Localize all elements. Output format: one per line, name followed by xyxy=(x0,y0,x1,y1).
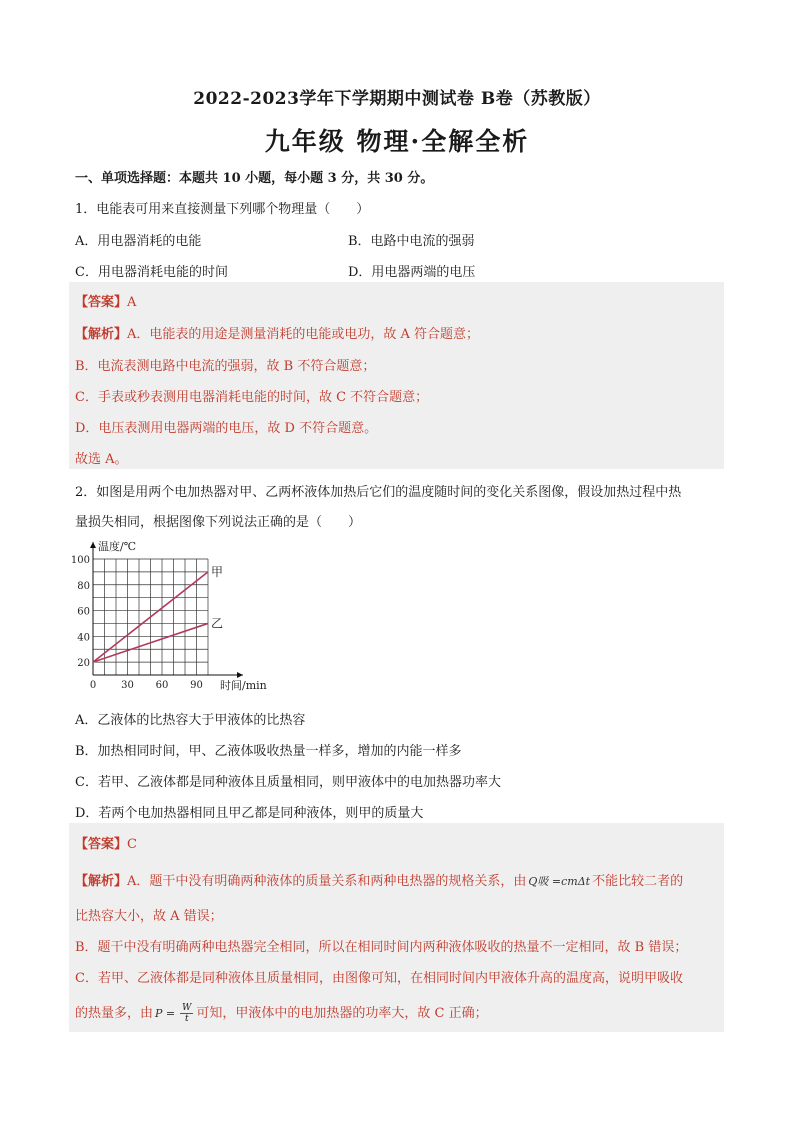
series-label: 甲 xyxy=(211,564,224,579)
chart-axes xyxy=(90,542,243,678)
q2-analysis-c-cont xyxy=(75,1002,488,1024)
q2-analysis-b: B．题干中没有明确两种电热器完全相同，所以在相同时间内两种液体吸收的热量不一定相同，故 B 错误； xyxy=(75,940,688,955)
x-axis-arrow xyxy=(237,672,243,678)
q1-stem: 1．电能表可用来直接测量下列哪个物理量（ ） xyxy=(75,202,370,217)
q2-answer-box xyxy=(69,823,724,1032)
analysis-text: 的热量多，由 xyxy=(75,1006,154,1021)
y-axis-arrow xyxy=(90,542,96,548)
y-tick-label: 80 xyxy=(77,580,90,592)
exam-subtitle: 九年级 物理·全解全析 xyxy=(264,127,530,156)
chart-x-label: 时间/min xyxy=(220,679,267,692)
analysis-text-end: 不能比较二者的 xyxy=(592,874,684,889)
section-heading: 一、单项选择题：本题共 10 小题，每小题 3 分，共 30 分。 xyxy=(75,171,434,186)
temperature-time-chart xyxy=(68,536,278,694)
power-fraction xyxy=(180,1003,193,1024)
q1-analysis-c: C．手表或秒表测用电器消耗电能的时间，故 C 不符合题意； xyxy=(75,390,429,405)
q2-stem-1: 2．如图是用两个电加热器对甲、乙两杯液体加热后它们的温度随时间的变化关系图像，假设加热过程中热 xyxy=(75,485,682,500)
q2-analysis-a xyxy=(75,870,683,889)
power-formula-lhs: P = xyxy=(155,1007,176,1020)
q1-option-a: A．用电器消耗的电能 xyxy=(75,234,202,249)
analysis-tag: 【解析】 xyxy=(75,874,128,889)
chart-y-label: 温度/℃ xyxy=(98,540,137,553)
q1-analysis-b: B．电流表测电路中电流的强弱，故 B 不符合题意； xyxy=(75,359,376,374)
y-tick-label: 60 xyxy=(77,606,90,618)
q2-analysis-a-cont: 比热容大小，故 A 错误； xyxy=(75,909,223,924)
q1-option-c: C．用电器消耗电能的时间 xyxy=(75,265,228,280)
q1-option-d: D．用电器两端的电压 xyxy=(348,265,476,280)
chart-ticks xyxy=(71,555,203,691)
q1-option-b: B．电路中电流的强弱 xyxy=(348,234,475,249)
q2-stem-2: 量损失相同，根据图像下列说法正确的是（ ） xyxy=(75,515,362,530)
q2-answer xyxy=(75,833,137,852)
q2-analysis-c: C．若甲、乙液体都是同种液体且质量相同，由图像可知，在相同时间内甲液体升高的温度高，说明甲吸收 xyxy=(75,971,683,986)
q1-analysis-d: D．电压表测用电器两端的电压，故 D 不符合题意。 xyxy=(75,421,378,436)
analysis-text: A．题干中没有明确两种液体的质量关系和两种电热器的规格关系，由 xyxy=(127,874,527,889)
y-tick-label: 100 xyxy=(70,555,90,566)
chart-series xyxy=(93,565,223,662)
exam-title: 2022-2023学年下学期期中测试卷 B卷（苏教版） xyxy=(193,89,601,109)
q2-option-b: B．加热相同时间，甲、乙液体吸收热量一样多，增加的内能一样多 xyxy=(75,744,462,759)
x-tick-label: 90 xyxy=(190,680,203,691)
analysis-text-end: 可知，甲液体中的电加热器的功率大，故 C 正确； xyxy=(196,1006,488,1021)
answer-tag: 【答案】 xyxy=(75,295,128,310)
y-tick-label: 20 xyxy=(77,658,90,670)
fraction-denominator: t xyxy=(184,1014,189,1024)
q2-option-a: A．乙液体的比热容大于甲液体的比热容 xyxy=(75,713,306,728)
series-label: 乙 xyxy=(211,616,224,631)
q1-conclusion: 故选 A。 xyxy=(75,452,128,467)
analysis-tag: 【解析】 xyxy=(75,327,128,342)
q2-option-c: C．若甲、乙液体都是同种液体且质量相同，则甲液体中的电加热器功率大 xyxy=(75,775,501,790)
q1-answer-box xyxy=(69,282,724,469)
q1-answer xyxy=(75,291,136,310)
x-tick-label: 0 xyxy=(89,680,97,691)
answer-value: A xyxy=(127,295,137,310)
y-tick-label: 40 xyxy=(77,632,90,644)
fraction-numerator: W xyxy=(182,1003,192,1013)
heat-formula: Q吸 =cmΔt xyxy=(528,875,591,888)
x-tick-label: 60 xyxy=(155,680,169,691)
x-tick-label: 30 xyxy=(121,680,134,691)
answer-value: C xyxy=(127,837,137,852)
analysis-text: A．电能表的用途是测量消耗的电能或电功，故 A 符合题意； xyxy=(127,327,480,342)
answer-tag: 【答案】 xyxy=(75,837,128,852)
q1-analysis-a xyxy=(75,323,479,342)
q2-option-d: D．若两个电加热器相同且甲乙都是同种液体，则甲的质量大 xyxy=(75,806,424,821)
